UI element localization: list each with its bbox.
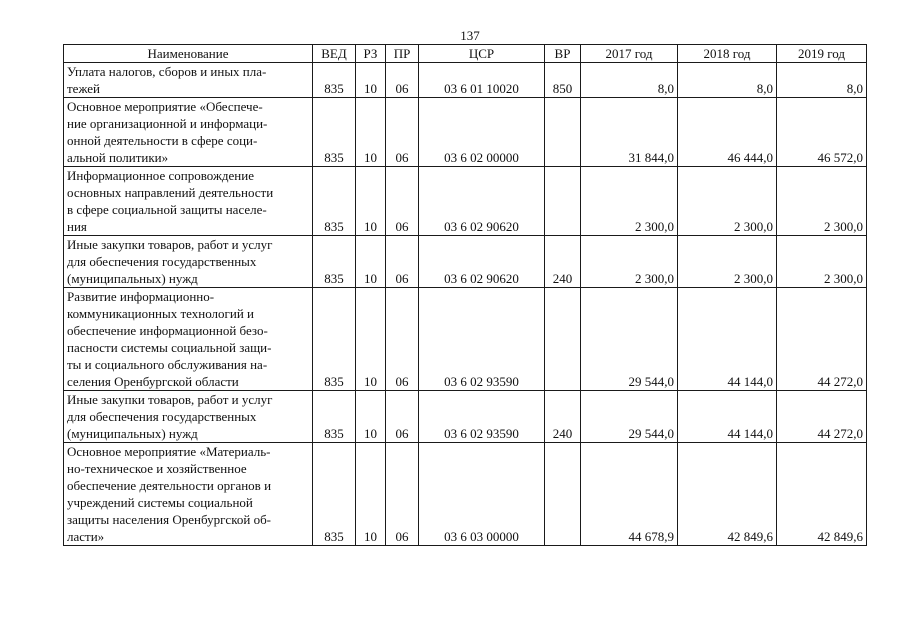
cell-vr	[545, 98, 581, 167]
cell-name	[64, 391, 313, 443]
table-header-row	[64, 45, 867, 63]
name-line: обеспечение деятельности органов и	[67, 478, 272, 493]
cell-2018: 44 144,0	[678, 288, 777, 391]
cell-2019: 42 849,6	[777, 443, 867, 546]
cell-2018: 2 300,0	[678, 167, 777, 236]
cell-rz: 10	[356, 391, 386, 443]
header-2017: 2017 год	[581, 45, 678, 63]
cell-name	[64, 98, 313, 167]
cell-csr: 03 6 02 90620	[419, 167, 545, 236]
name-line: защиты населения Оренбургской об-	[67, 512, 272, 527]
name-line: (муниципальных) нужд	[67, 426, 198, 441]
name-line: ние организационной и информаци-	[67, 116, 268, 131]
cell-pr: 06	[386, 443, 419, 546]
name-line: коммуникационных технологий и	[67, 306, 254, 321]
cell-pr: 06	[386, 236, 419, 288]
cell-2019: 2 300,0	[777, 236, 867, 288]
header-pr: ПР	[386, 45, 419, 63]
cell-2018: 2 300,0	[678, 236, 777, 288]
cell-name	[64, 167, 313, 236]
cell-ved: 835	[313, 236, 356, 288]
cell-ved: 835	[313, 443, 356, 546]
header-vr: ВР	[545, 45, 581, 63]
cell-2019: 8,0	[777, 63, 867, 98]
name-line: основных направлений деятельности	[67, 185, 274, 200]
table-body	[64, 63, 867, 546]
cell-ved: 835	[313, 98, 356, 167]
cell-name	[64, 443, 313, 546]
table-row	[64, 443, 867, 546]
page-number: 137	[460, 28, 480, 43]
cell-vr: 240	[545, 391, 581, 443]
name-line: Основное мероприятие «Материаль-	[67, 444, 271, 459]
cell-vr: 850	[545, 63, 581, 98]
table-row	[64, 391, 867, 443]
header-name: Наименование	[64, 45, 313, 63]
name-line: Информационное сопровождение	[67, 168, 254, 183]
name-line: для обеспечения государственных	[67, 254, 257, 269]
name-line: селения Оренбургской области	[67, 374, 239, 389]
header-2018: 2018 год	[678, 45, 777, 63]
cell-csr: 03 6 02 90620	[419, 236, 545, 288]
cell-2019: 46 572,0	[777, 98, 867, 167]
cell-2017: 2 300,0	[581, 236, 678, 288]
name-line: Иные закупки товаров, работ и услуг	[67, 392, 273, 407]
table-row	[64, 63, 867, 98]
header-ved: ВЕД	[313, 45, 356, 63]
name-line: онной деятельности в сфере соци-	[67, 133, 258, 148]
name-line: в сфере социальной защиты населе-	[67, 202, 267, 217]
cell-name	[64, 288, 313, 391]
cell-name	[64, 236, 313, 288]
name-line: обеспечение информационной безо-	[67, 323, 268, 338]
cell-2018: 46 444,0	[678, 98, 777, 167]
name-line: но-техническое и хозяйственное	[67, 461, 247, 476]
name-line: Иные закупки товаров, работ и услуг	[67, 237, 273, 252]
name-line: ты и социального обслуживания на-	[67, 357, 268, 372]
name-line: (муниципальных) нужд	[67, 271, 198, 286]
cell-ved: 835	[313, 288, 356, 391]
header-2019: 2019 год	[777, 45, 867, 63]
cell-vr	[545, 167, 581, 236]
cell-ved: 835	[313, 63, 356, 98]
cell-pr: 06	[386, 63, 419, 98]
name-line: альной политики»	[67, 150, 169, 165]
cell-rz: 10	[356, 98, 386, 167]
cell-pr: 06	[386, 391, 419, 443]
name-line: ласти»	[67, 529, 105, 544]
table-row	[64, 167, 867, 236]
cell-rz: 10	[356, 63, 386, 98]
cell-2018: 42 849,6	[678, 443, 777, 546]
cell-vr: 240	[545, 236, 581, 288]
header-rz: РЗ	[356, 45, 386, 63]
name-line: Уплата налогов, сборов и иных пла-	[67, 64, 267, 79]
cell-pr: 06	[386, 288, 419, 391]
cell-pr: 06	[386, 167, 419, 236]
name-line: для обеспечения государственных	[67, 409, 257, 424]
cell-rz: 10	[356, 288, 386, 391]
cell-ved: 835	[313, 391, 356, 443]
cell-2018: 8,0	[678, 63, 777, 98]
cell-rz: 10	[356, 443, 386, 546]
cell-2017: 29 544,0	[581, 391, 678, 443]
table-row	[64, 98, 867, 167]
name-line: учреждений системы социальной	[67, 495, 253, 510]
cell-csr: 03 6 01 10020	[419, 63, 545, 98]
cell-csr: 03 6 02 93590	[419, 391, 545, 443]
cell-ved: 835	[313, 167, 356, 236]
cell-pr: 06	[386, 98, 419, 167]
cell-vr	[545, 443, 581, 546]
name-line: Развитие информационно-	[67, 289, 215, 304]
cell-vr	[545, 288, 581, 391]
cell-2017: 2 300,0	[581, 167, 678, 236]
name-line: тежей	[67, 81, 100, 96]
table-row	[64, 288, 867, 391]
cell-rz: 10	[356, 236, 386, 288]
cell-2019: 2 300,0	[777, 167, 867, 236]
cell-csr: 03 6 03 00000	[419, 443, 545, 546]
cell-2017: 8,0	[581, 63, 678, 98]
name-line: ния	[67, 219, 87, 234]
cell-csr: 03 6 02 00000	[419, 98, 545, 167]
cell-name	[64, 63, 313, 98]
cell-2018: 44 144,0	[678, 391, 777, 443]
cell-2017: 29 544,0	[581, 288, 678, 391]
cell-2017: 31 844,0	[581, 98, 678, 167]
budget-table	[63, 44, 867, 546]
name-line: Основное мероприятие «Обеспече-	[67, 99, 263, 114]
cell-2019: 44 272,0	[777, 288, 867, 391]
cell-2017: 44 678,9	[581, 443, 678, 546]
table-row	[64, 236, 867, 288]
cell-rz: 10	[356, 167, 386, 236]
name-line: пасности системы социальной защи-	[67, 340, 272, 355]
cell-2019: 44 272,0	[777, 391, 867, 443]
cell-csr: 03 6 02 93590	[419, 288, 545, 391]
header-csr: ЦСР	[419, 45, 545, 63]
